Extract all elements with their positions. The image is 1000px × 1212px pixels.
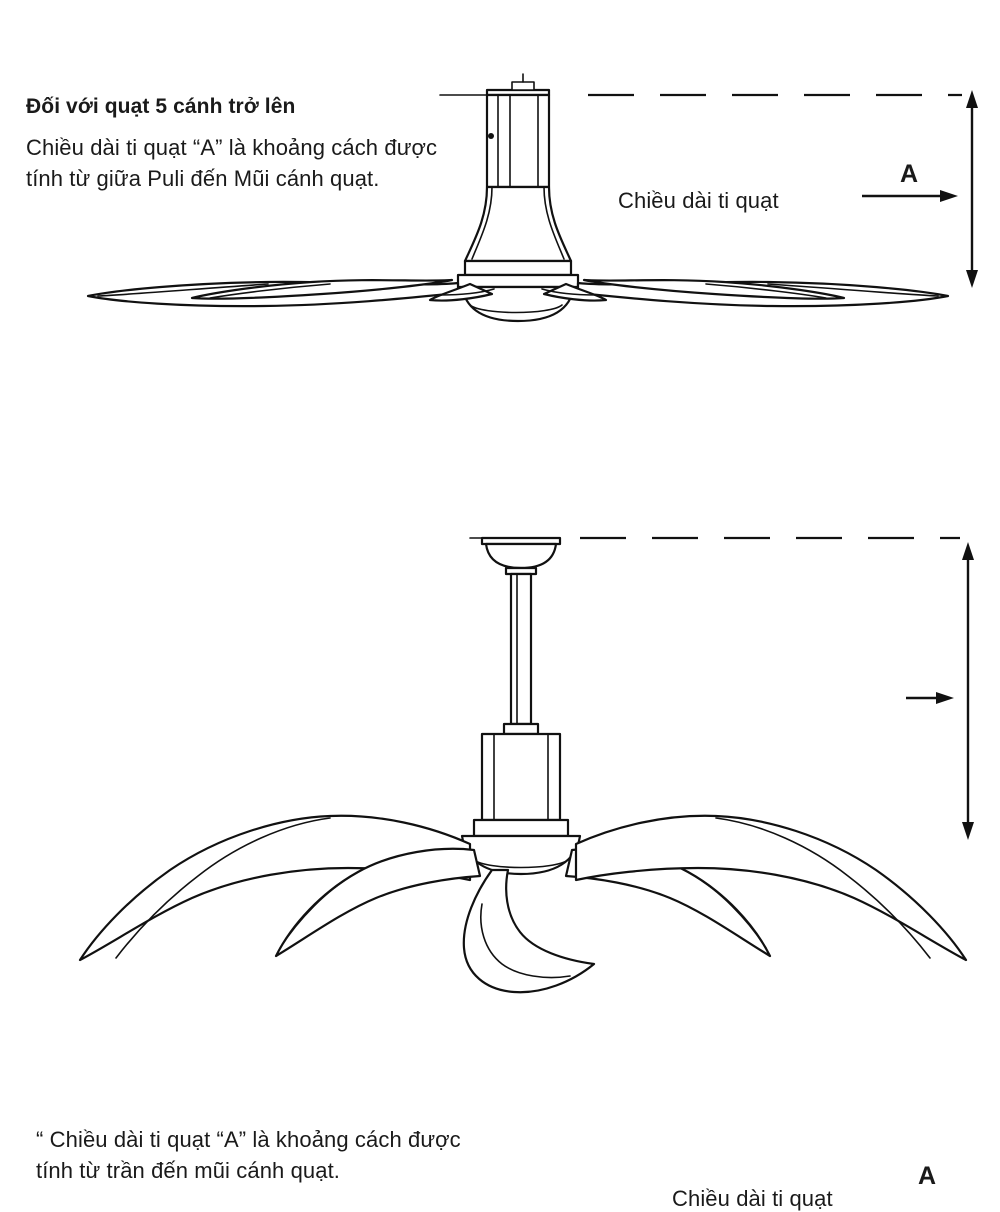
top-dimension-letter: A	[900, 160, 919, 188]
top-dimension-arrow	[966, 90, 978, 288]
fan-canopy-downrod	[482, 538, 560, 734]
top-fan-illustration	[0, 0, 1000, 500]
bottom-body-text: “ Chiều dài ti quạt “A” là khoảng cách được tính từ trần đến mũi cánh quạt.	[36, 1127, 461, 1184]
bottom-dimension-letter: A	[918, 1162, 937, 1190]
fan-motor-housing	[465, 74, 571, 275]
top-body-text: Chiều dài ti quạt “A” là khoảng cách được tính từ giữa Puli đến Mũi cánh quạt.	[26, 134, 438, 192]
bottom-text-block	[36, 1124, 466, 1186]
fan-motor-body	[474, 734, 568, 836]
top-heading: Đối với quạt 5 cánh trở lên	[26, 95, 296, 118]
fan-hub-2	[462, 836, 580, 874]
top-dimension-label: Chiều dài ti quạt	[618, 188, 779, 213]
panel-top	[0, 0, 1000, 500]
bottom-dimension-arrow	[962, 542, 974, 840]
bottom-fan-illustration	[0, 500, 1000, 1000]
bottom-dimension-label: Chiều dài ti quạt	[672, 1186, 833, 1211]
panel-bottom	[0, 500, 1000, 1211]
top-dimension-leader	[862, 190, 958, 202]
bottom-dimension-leader	[906, 692, 954, 704]
